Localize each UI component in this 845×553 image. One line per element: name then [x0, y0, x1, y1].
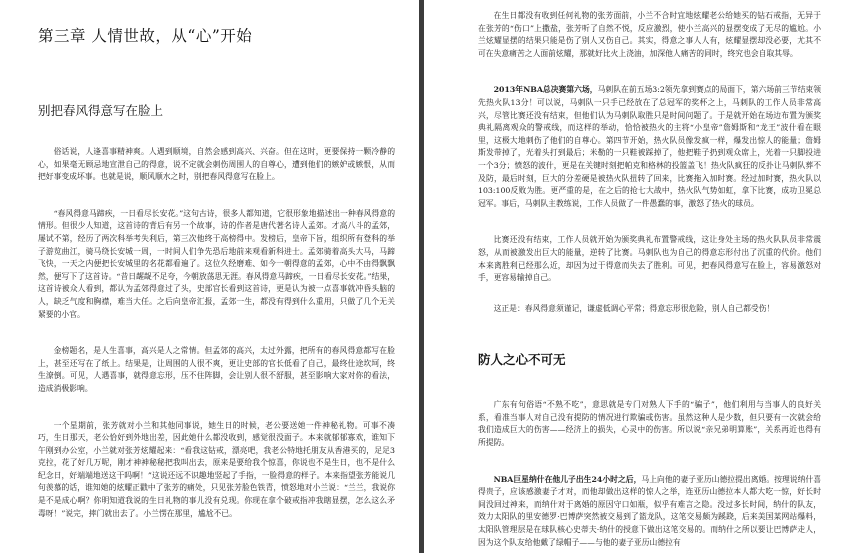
document-page-left [0, 0, 419, 553]
paragraph-lead-in: 2013年NBA总决赛第六场， [493, 85, 598, 95]
paragraph [478, 234, 821, 284]
paragraph: 俗话说，人逢喜事精神爽。人遇到顺境，自然会感到高兴、兴奋。但在这时，更要保持一颗冷静的心，如果毫无顾忌地宣泄自己的得意，说不定就会刺伤周围人的自尊心，遭到他们的嫉妒或嫉恨，从而把好事变成坏事。也就是说，顺风顺水之时，别把春风得意写在脸上。 [38, 147, 395, 182]
paragraph: 金榜题名，是人生喜事，高兴是人之常情。但孟郊的高兴，太过外露，把所有的春风得意都写在脸上，甚至还写在了纸上。结果是，让周围的人很不爽，更让史部的官长低看了自己，最终仕途坎坷，终生潦倒。可见，人遇喜事，就得意忘形，压不住阵脚，会让别人很不舒服，甚至影响大家对你的看法，造成消极影响。 [38, 346, 395, 393]
paragraph: “春风得意马蹄疾，一日看尽长安花。”这句古诗，很多人都知道，它很形象地描述出一种春风得意的情形。但很少人知道，这首诗的背后有另一个故事，诗的作者是唐代著名诗人孟郊。才高八斗的孟郊，屡试不第，经历了两次科举考失利后，第三次他终于高榜得中。发榜后，皇帝下旨，组织所有登科的举子游览曲江，骑马绕长安城一周，一时间人们争先恐后地前来观看新科进士。孟郊骑着高头大马，马蹄飞快，一天之内便把长安城里的名花都看遍了。这位久经磨难、如今一朝得意的孟郊，心中不由得飘飘然，便写下了这首诗。“昔日龌龊不足夸，今朝放荡思无涯。春风得意马蹄疾，一日看尽长安花。”结果，这首诗被众人看到，都认为孟郊得意过了头，史部官长看到这首诗，更是认为被一点喜事就冲昏头脑的人，缺乏气度和胸襟，难当大任。之后向皇帝汇报，孟郊一生，都没有得到什么重用，只做了几个无关紧要的小官。 [38, 208, 395, 319]
paragraph-text: 马刺队在前五场3:2领先拿到赛点的局面下，第六场前三节结束领先热火队13分！可以说，马刺队一只手已经放在了总冠军的奖杯之上，马刺队的工作人员非常高兴，尽管比赛还没有结束，但他们认为马刺队取胜只是时间问题了。于是就开始在场边布置为颁奖典礼隔离观众的警戒线，而这样的举动，恰恰被热火的主将“小皇帝”詹姆斯和“龙王”波什看在眼里，这极大地刺伤了他们的自尊心。第四节开始，热火队员像发疯一样，爆发出惊人的能量；詹姆斯发带掉了，光着头打到最后；米勒的一只鞋被踩掉了，他把鞋子扔到观众席上，光着一只脚投进一个3分；愤怒的波什，更是在关键时刻把帕克和格林的投篮盖飞！热火队疯狂的反扑让马刺队葬不及防，最后时刻，巨大的分差硬是被热火队扭转了回来，比赛拖入加时赛。经过加时赛，热火队以103:100反败为胜。更严重的是，在之后的抢七大战中，热火队气势如虹，拿下比赛，成功卫冕总冠军。事后，马刺队主教练说，工作人员做了一件愚蠢的事，激怒了热火的球员。 [478, 85, 822, 208]
paragraph-text: 马上向他的妻子亚历山德拉提出离婚。按理说纳什喜得贵子，应该感激妻子才对，而他却做出这样的惊人之举，连亚历山德拉本人都大吃一惊，好长时间没回过神来，而纳什对于离婚的原因守口如瓶，似乎有难言之隐。没过多长时间，纳什的队友，效力太阳队的里安德罗·巴博萨突然被交易到了篮龙队，这笔交易颇为蹊跷，后来美国某网站爆料，太阳队管理层是在球队核心史蒂夫·纳什的授意下做出这笔交易的。而纳什之所以要让巴博萨走人，因为这个队友给他戴了绿帽子——与他的妻子亚历山德拉有 [478, 474, 821, 547]
document-page-right [424, 0, 845, 553]
paragraph: 一个星期前，张芳就对小兰和其他同事说，她生日的时候，老公要送她一件神秘礼物。可事不凑巧，生日那天，老公恰好到外地出差，因此她什么都没收到，感觉很没面子。本来就郁郁寡欢，谁知下午刚到办公室，小兰就对张芳炫耀起来：“看我这钻戒，漂亮吧，我老公特地托朋友从香港买的，足足3克拉，花了好几万呢，刚才神神秘秘把我叫出去，原来是要给我个惊喜，你说也不是生日，也不是什么纪念日，好端端地送这干吗啊！”这说还远不识趣地竖起了手指，一脸得意的样子。本来指望张芳能说几句羡慕的话，谁知她的炫耀正戳中了张芳的痛处，只见张芳脸色铁青，愤怒地对小兰说：“兰兰，我说你是不是成心啊？你明知道我说的生日礼物的事儿没有兑现。你现在拿个破戒指冲我瞎显摆，怎么这么矛毒呀！”说完，摔门就出去了。小兰愣在那里，尴尬不已。 [38, 420, 395, 518]
paragraph-text: 广东有句俗语“不熟不吃”，意思就是专门对熟人下手的“骗子”，他们利用与当事人的良好关系，看准当事人对自己没有提防的情况进行欺骗或伤害。虽然这种人是少数，但只要有一次就会给我们造成巨大的伤害——经济上的损失，心灵中的伤害。所以说“亲兄弟明算账”，关系再近也得有所提防。 [478, 400, 821, 448]
paragraph [478, 399, 821, 449]
paragraph-text: 在生日都没有收到任何礼物的张芳面前，小兰不合时宜地炫耀老公给她买的钻石戒指，无异于在张芳的“伤口”上撒盐，张芳听了自然不悦，反应激烈，使小兰高兴的显摆变成了无尽的尴尬。小兰炫耀显摆的结果只能是伤了别人又伤自己。其实，得意之事人人有，炫耀显摆却没必要，尤其不可在失意痛苦之人面前炫耀，那就好比火上浇油，加深他人痛苦的同时，终究也会自取其辱。 [478, 11, 821, 58]
paragraph [478, 303, 821, 316]
chapter-title: 第三章 人情世故，从“心”开始 [38, 27, 253, 45]
section-title-left: 别把春风得意写在脸上 [38, 103, 164, 118]
paragraph [478, 10, 821, 60]
paragraph-lead-in: NBA巨星纳什在他儿子出生24小时之后， [493, 474, 642, 484]
paragraph-text: 这正是：春风得意须谨记，谦虚低调心平常；得意忘形很危险，别人自己都受伤！ [493, 303, 775, 313]
paragraph [478, 84, 821, 210]
paragraph [478, 474, 821, 550]
paragraph-text: 比赛还没有结束，工作人员就开始为颁奖典礼布置警戒线，这让身处主场的热火队队员非常震怒，从而被激发出巨大的能量，逆转了比赛。马刺队也为自己的得意忘形付出了沉重的代价。他们本来离胜利已经那么近，却因为过于得意而失去了胜利。可见，把春风得意写在脸上，容易激怒对手，更容易输掉自己。 [478, 235, 821, 283]
section-title-right: 防人之心不可无 [478, 352, 566, 368]
